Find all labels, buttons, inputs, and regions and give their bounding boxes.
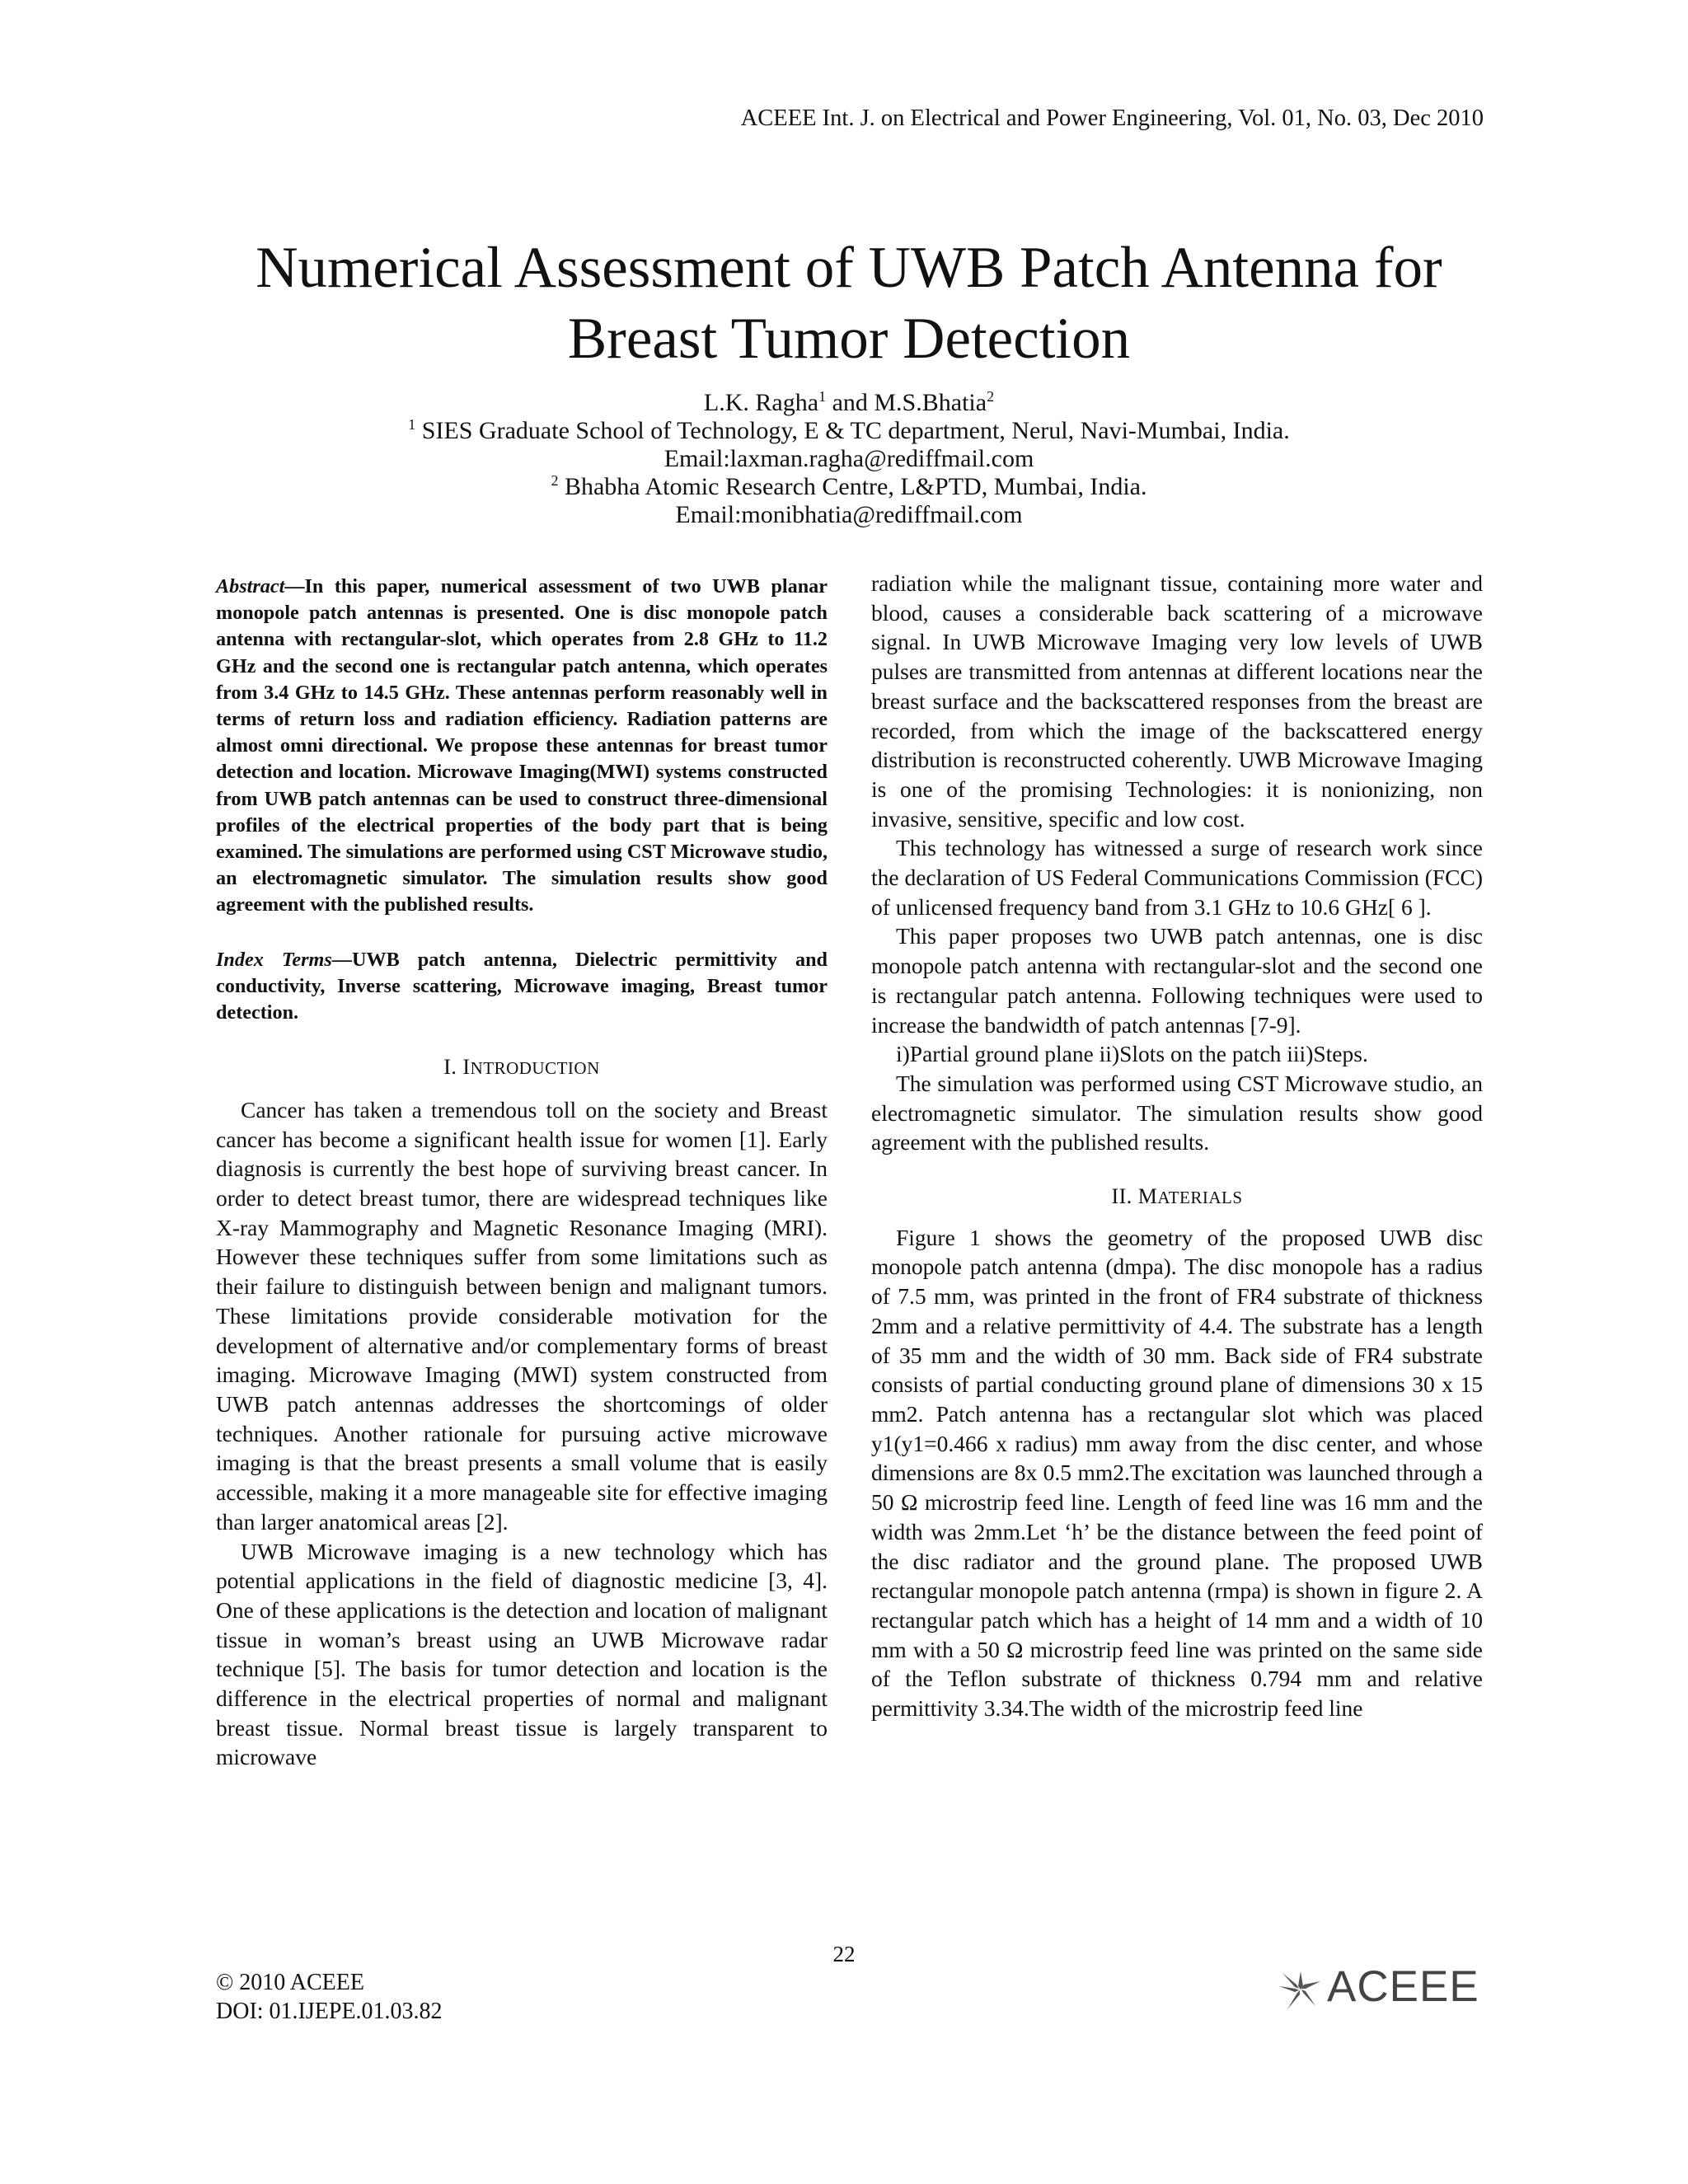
affiliation-2 bbox=[165, 473, 1533, 501]
email-2: Email:monibhatia@rediffmail.com bbox=[675, 501, 1023, 528]
email-1: Email:laxman.ragha@rediffmail.com bbox=[663, 445, 1034, 472]
section-1-title: NTRODUCTION bbox=[470, 1058, 600, 1079]
left-column bbox=[216, 574, 828, 1772]
section-2-title: ATERIALS bbox=[1157, 1188, 1243, 1208]
section-heading-materials bbox=[871, 1182, 1483, 1213]
intro-paragraph-2: UWB Microwave imaging is a new technology which has potential applications in the field of diagnostic medicine [3, 4]. One of these applications is the detection and location of malignant tissue in woman’s breast using an UWB Microwave radar technique [5]. The basis for tumor detection and location is the difference in the electrical properties of normal and malignant breast tissue. Normal breast tissue is largely transparent to microwave bbox=[216, 1538, 828, 1770]
copyright: © 2010 ACEEE bbox=[216, 1970, 364, 1995]
right-paragraph-2: This technology has witnessed a surge of research work since the declaration of US Federal Communications Commission (FCC) of unlicensed frequency band from 3.1 GHz to 10.6 GHz[ 6 ]. bbox=[871, 835, 1483, 920]
author-2: and M.S.Bhatia bbox=[826, 389, 987, 416]
right-paragraph-5: The simulation was performed using CST Microwave studio, an electromagnetic simulator. The simulation results show good agreement with the published results. bbox=[871, 1070, 1483, 1155]
abstract bbox=[216, 574, 828, 919]
doi: DOI: 01.IJEPE.01.03.82 bbox=[216, 1999, 443, 2024]
materials-paragraph-1: Figure 1 shows the geometry of the proposed UWB disc monopole patch antenna (dmpa). The disc monopole has a radius of 7.5 mm, was printed in the front of FR4 substrate of thickness 2mm and a relative permittivity of 4.4. The substrate has a length of 35 mm and the width of 30 mm. Back side of FR4 substrate consists of partial conducting ground plane of dimensions 30 x 15 mm2. Patch antenna has a rectangular slot which was placed y1(y1=0.466 x radius) mm away from the disc center, and whose dimensions are 8x 0.5 mm2.The excitation was launched through a 50 Ω microstrip feed line. Length of feed line was 16 mm and the width was 2mm.Let ‘h’ be the distance between the feed point of the disc radiator and the ground plane. The proposed UWB rectangular monopole patch antenna (rmpa) is shown in figure 2. A rectangular patch which has a height of 14 mm and a width of 10 mm with a 50 Ω microstrip feed line was printed on the same side of the Teflon substrate of thickness 0.794 mm and relative permittivity 3.34.The width of the microstrip feed line bbox=[871, 1224, 1483, 1722]
footer-info bbox=[216, 1968, 443, 2026]
intro-paragraph-1: Cancer has taken a tremendous toll on the society and Breast cancer has become a significant health issue for women [1]. Early diagnosis is currently the best hope of surviving breast cancer. In order to detect breast tumor, there are widespread techniques like X-ray Mammography and Magnetic Resonance Imaging (MRI). However these techniques suffer from some limitations such as their failure to distinguish between benign and malignant tumors. These limitations provide considerable motivation for the development of alternative and/or complementary forms of breast imaging. Microwave Imaging (MWI) system constructed from UWB patch antennas addresses the shortcomings of older techniques. Another rationale for pursuing active microwave imaging is that the breast presents a small volume that is easily accessible, making it a more manageable site for effective imaging than larger anatomical areas [2]. bbox=[216, 1096, 828, 1535]
right-paragraph-1: radiation while the malignant tissue, containing more water and blood, causes a considerable back scattering of a microwave signal. In UWB Microwave Imaging very low levels of UWB pulses are transmitted from antennas at different locations near the breast surface and the backscattered responses from the breast are recorded, from which the image of the backscattered energy distribution is reconstructed coherently. UWB Microwave Imaging is one of the promising Technologies: it is nonionizing, non invasive, sensitive, specific and low cost. bbox=[871, 570, 1483, 832]
logo-text: ACEEE bbox=[1327, 1962, 1479, 2011]
author-2-sup: 2 bbox=[987, 388, 995, 405]
title-line-1: Numerical Assessment of UWB Patch Antenna for bbox=[256, 236, 1442, 300]
author-1: L.K. Ragha bbox=[703, 389, 819, 416]
title-line-2: Breast Tumor Detection bbox=[567, 307, 1131, 371]
affiliation-2-text: Bhabha Atomic Research Centre, L&PTD, Mumbai, India. bbox=[558, 473, 1147, 500]
star-burst-icon bbox=[1276, 1966, 1325, 2013]
affiliation-1 bbox=[165, 417, 1533, 445]
index-terms bbox=[216, 947, 828, 1027]
right-column bbox=[871, 569, 1483, 1723]
right-paragraph-3: This paper proposes two UWB patch antennas, one is disc monopole patch antenna with rectangular-slot and the second one is rectangular patch antenna. Following techniques were used to increase the bandwidth of patch antennas [7-9]. bbox=[871, 923, 1483, 1038]
author-1-sup: 1 bbox=[818, 388, 827, 405]
index-terms-text: —UWB patch antenna, Dielectric permittivity and conductivity, Inverse scattering, Microwave imaging, Breast tumor detection. bbox=[216, 948, 828, 1024]
abstract-label: Abstract bbox=[216, 575, 285, 598]
paper-title bbox=[165, 232, 1533, 374]
section-heading-introduction bbox=[216, 1052, 828, 1084]
right-paragraph-4: i)Partial ground plane ii)Slots on the patch iii)Steps. bbox=[896, 1041, 1368, 1067]
journal-header: ACEEE Int. J. on Electrical and Power Engineering, Vol. 01, No. 03, Dec 2010 bbox=[740, 105, 1484, 131]
index-terms-label: Index Terms bbox=[216, 948, 332, 971]
affiliation-2-sup: 2 bbox=[551, 472, 559, 489]
section-1-number: I. I bbox=[443, 1055, 471, 1080]
section-2-number: II. M bbox=[1111, 1184, 1158, 1209]
page-number: 22 bbox=[832, 1942, 856, 1966]
abstract-text: —In this paper, numerical assessment of two UWB planar monopole patch antennas is presented. One is disc monopole patch antenna with rectangular-slot, which operates from 2.8 GHz to 11.2 GHz and the second one is rectangular patch antenna, which operates from 3.4 GHz to 14.5 GHz. These antennas perform reasonably well in terms of return loss and radiation efficiency. Radiation patterns are almost omni directional. We propose these antennas for breast tumor detection and location. Microwave Imaging(MWI) systems constructed from UWB patch antennas can be used to construct three-dimensional profiles of the electrical properties of the body part that is being examined. The simulations are performed using CST Microwave studio, an electromagnetic simulator. The simulation results show good agreement with the published results. bbox=[216, 575, 828, 916]
affiliation-1-text: SIES Graduate School of Technology, E & TC department, Nerul, Navi-Mumbai, India. bbox=[415, 417, 1290, 444]
author-block bbox=[165, 389, 1533, 529]
author-names bbox=[165, 389, 1533, 417]
aceee-logo bbox=[1276, 1962, 1484, 2013]
affiliation-1-sup: 1 bbox=[408, 416, 416, 433]
